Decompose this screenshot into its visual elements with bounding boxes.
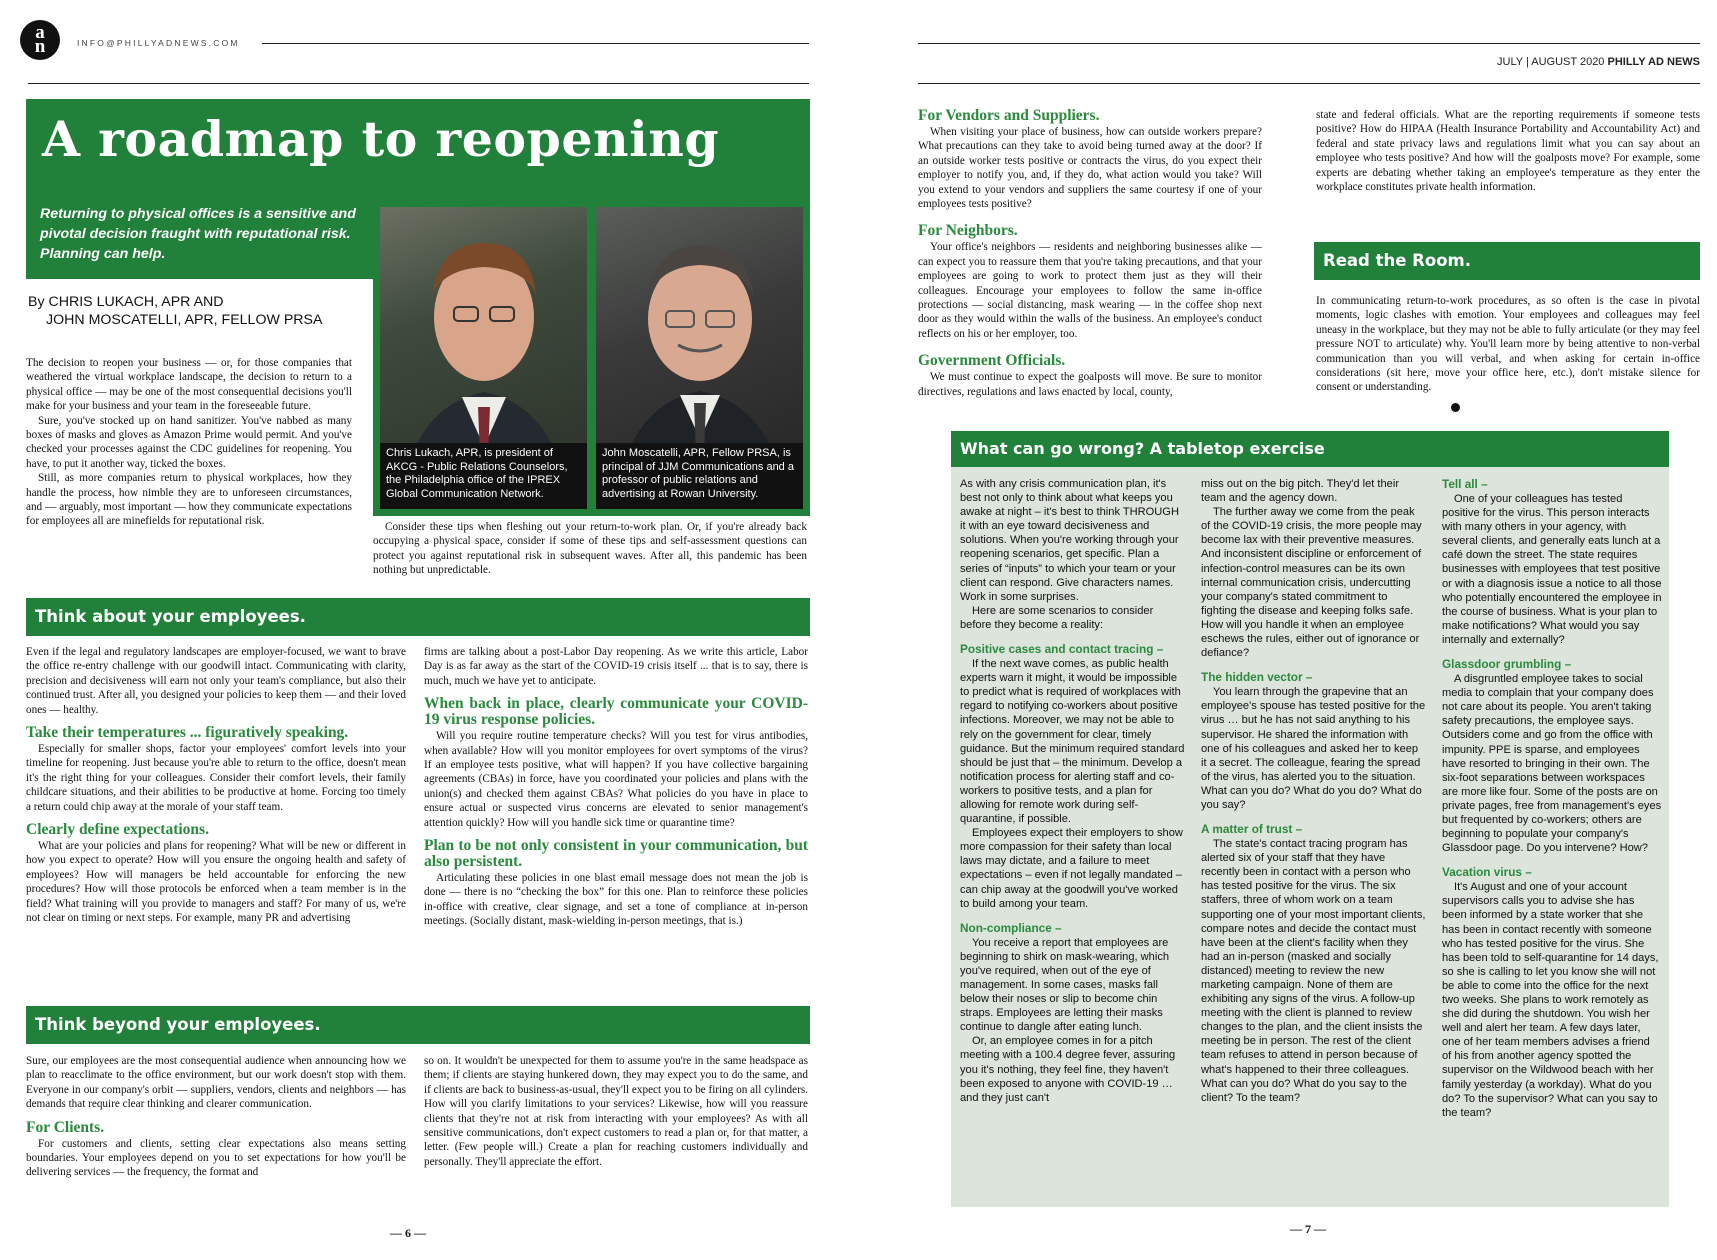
employees-column-right: [424, 645, 808, 929]
subhead-clients: For Clients.: [26, 1118, 105, 1136]
beyond-paragraph-1: Sure, our employees are the most consequential audience when announcing how we plan to reacclimate to the office environment, but our work doesn't stop with them. Everyone in our company's orbit — suppliers, vendors, clients and neighbors — has demands that require clear thinking and clearer communication.: [26, 1055, 406, 1111]
intro-paragraph-1: The decision to reopen your business — or, for those companies that weathered the virtual workplace landscape, the decision to return to a physical office — may be one of the most consequential decisions you'll make for your business and your team in the foreseeable future.: [26, 357, 352, 413]
end-mark-icon: [1451, 403, 1460, 412]
header-email: INFO@PHILLYADNEWS.COM: [77, 38, 240, 48]
header-rule-lower: [918, 83, 1700, 84]
sidebar-paragraph-12: A disgruntled employee takes to social media to complain that your company does not care about its people. You aren't taking safety precautions, the employee says. Outsiders come and go from the office with impunity. PPE is sparse, and employees have resorted to bringing in their own. The six-foot separations between workspaces are more like four. Some of the posts are on private pages, free from management's eyes but frequented by co-workers; others are beginning to populate your company's Glassdoor page. Do you intervene? How?: [1442, 673, 1662, 855]
logo-text: an: [34, 22, 46, 57]
sidebar-subhead-hidden-vector: The hidden vector –: [1201, 670, 1313, 685]
read-room-paragraph: In communicating return-to-work procedures, as so often is the case in pivotal moments, logic clashes with emotion. Your employees and colleagues may feel uneasy in the workplace, but they may not be able to fully articulate (or they may feel pressure NOT to articulate) why. You'll learn more by being attentive to non-verbal communication than you will verbal, and when asking for certain in-office considerations (sit here, move your office here, etc.), don't mistake silence for consent or understanding.: [1316, 295, 1700, 394]
intro-paragraph-2: Sure, you've stocked up on hand sanitizer. You've nabbed as many boxes of masks and gloves as Amazon Prime would permit. And you've checked your processes against the CDC guidelines for reopening. You have, to put it another way, ticked the boxes.: [26, 414, 352, 470]
issue-header: [1497, 56, 1700, 68]
intro-paragraph-4: Consider these tips when fleshing out your return-to-work plan. Or, if you're already back occupying a physical space, consider if some of these tips and self-assessment questions can protect you against reputational risk in subsequent waves. After all, this pandemic has been nothing but unpredictable.: [373, 521, 807, 577]
sidebar-paragraph-2: Here are some scenarios to consider before they become a reality:: [960, 604, 1154, 631]
stakeholders-column-left: [918, 108, 1262, 399]
subhead-government: Government Officials.: [918, 352, 1066, 370]
caption-lukach: Chris Lukach, APR, is president of AKCG - Public Relations Counselors, the Philadelphia office of the IPREX Global Communication Network.: [380, 443, 587, 509]
sidebar-paragraph-13: It's August and one of your account supervisors calls you to advise she has been informed by a state worker that she has been in contact recently with someone who has tested positive for the virus. She has been told to self-quarantine for 14 days, so she is calling to let you know she will not be able to come into the office for the next two weeks. She plans to work remotely as she did during the shutdown. You wish her well and alert her team. A few days later, one of her team members advises a friend of his from another agency spotted the supervisor on the Wildwood beach with her family yesterday (a workday). What do you do? To the supervisor? What can you say to the team?: [1442, 881, 1659, 1119]
subhead-response-policies: When back in place, clearly communicate your COVID-19 virus response policies.: [424, 695, 808, 729]
publication-logo: [20, 20, 60, 60]
employees-column-left: [26, 645, 406, 926]
beyond-column-right: [424, 1054, 808, 1169]
sidebar-column-3: [1442, 477, 1662, 1120]
section-band-read-room: Read the Room.: [1314, 242, 1700, 280]
intro-paragraph-3: Still, as more companies return to physical workplaces, how they handle the process, how nimble they are to unforeseen circumstances, and — arguably, most important — how they communicate expectations for employees all are minefields for reputational risk.: [26, 472, 352, 528]
sidebar-subhead-glassdoor: Glassdoor grumbling –: [1442, 657, 1572, 672]
beyond-paragraph-2: For customers and clients, setting clear expectations also means setting boundaries. Your employees depend on you to set expectations for how you'll be delivering services — the frequency, the format and: [26, 1137, 406, 1179]
caption-moscatelli: John Moscatelli, APR, Fellow PRSA, is principal of JJM Communications and a professor of public relations and advertising at Rowan University.: [596, 443, 803, 509]
sidebar-paragraph-11: One of your colleagues has tested positive for the virus. This person interacts with many others in your agency, with several clients, and generally eats lunch at a café down the street. The state requires businesses with employees that test positive or with a diagnosis issue a notice to all those who potentially encountered the employee in the course of business. What is your plan to make notifications? What would you say internally and externally?: [1442, 493, 1662, 646]
sidebar-subhead-tell-all: Tell all –: [1442, 477, 1488, 491]
right-page: [858, 0, 1717, 1260]
sidebar-paragraph-4: Employees expect their employers to show more compassion for their safety than local laws may dictate, and a failure to meet expectations – even if not legally mandated – can chip away at the goodwill you've worked to build among your team.: [960, 827, 1183, 910]
sidebar-paragraph-7: miss out on the big pitch. They'd let their team and the agency down.: [1201, 478, 1400, 505]
article-deck: Returning to physical offices is a sensitive and pivotal decision fraught with reputational risk. Planning can help.: [40, 206, 356, 262]
sidebar-paragraph-1: As with any crisis communication plan, it's best not only to think about what keeps you awake at night – it's best to think THROUGH it with an eye toward decisiveness and solutions. When you're working through your reopening scenarios, get specific. Plan a series of “inputs” to which your team or your client can respond. Give characters names. Work in some surprises.: [960, 478, 1179, 603]
sidebar-column-2: [1201, 477, 1426, 1105]
byline-line-1: By CHRIS LUKACH, APR AND: [28, 294, 224, 310]
beyond-paragraph-3: so on. It wouldn't be unexpected for them to assume you're in the same headspace as them; if clients are staying hunkered down, they may expect you to do the same, and if clients are back to business-as-usual, they'll expect you to be firing on all cylinders. How will you clarify limitations to your services? Likewise, how will you reassure clients that they're not at risk from interacting with your employees? As with all sensitive communications, don't expect customers to read a plan or, for that matter, a letter. (Few people will.) Create a plan for reaching customers individually and personally. They'll appreciate the effort.: [424, 1055, 808, 1168]
stakeholders-column-right: [1316, 108, 1700, 194]
neighbors-paragraph: Your office's neighbors — residents and neighboring businesses alike — can expect you to reassure them that you're taking precautions, and that your employees are going to work to protect them just as they will their colleagues. Encourage your employees to follow the same in-office protections — social distancing, mask wearing — in the coffee shop next door as they would within the walls of the business. An employee's conduct reflects on his or her employer, too.: [918, 241, 1262, 340]
sidebar-paragraph-6: Or, an employee comes in for a pitch meeting with a 100.4 degree fever, assuring you it's nothing, they feel fine, they haven't been exposed to anyone with COVID-19 … and they just can't: [960, 1035, 1176, 1104]
article-title: A roadmap to reopening: [42, 110, 720, 168]
page-folio-6: — 6 —: [390, 1226, 426, 1240]
issue-date: JULY | AUGUST 2020: [1497, 56, 1605, 68]
sidebar-paragraph-3: If the next wave comes, as public health experts warn it might, it would be impossible to predict what is required of workplaces with regard to notifying co-workers about positive infections. Moreover, we may not be able to rely on the government for clear, timely guidance. But the minimum required standard should be just that – the minimum. Develop a notification process for alerting staff and co-workers to positive tests, and a plan for allowing for remote work during self-quarantine, if possible.: [960, 658, 1185, 826]
sidebar-subhead-vacation: Vacation virus –: [1442, 865, 1532, 880]
subhead-vendors: For Vendors and Suppliers.: [918, 107, 1100, 124]
government-paragraph: We must continue to expect the goalposts will move. Be sure to monitor directives, regulations and laws enacted by local, county,: [918, 371, 1262, 398]
left-page: [0, 0, 858, 1260]
intro-paragraph-4-column: [373, 520, 807, 578]
issue-brand: PHILLY AD NEWS: [1607, 56, 1700, 68]
sidebar-paragraph-9: You learn through the grapevine that an employee's spouse has tested positive for the virus … but he has not said anything to his supervisor. He shared the information with one of his colleagues and asked her to keep it a secret. The colleague, fearing the spread of the virus, has alerted you to the situation. What can you do? What do you do? What do you say?: [1201, 686, 1426, 811]
sidebar-paragraph-8: The further away we come from the peak of the COVID-19 crisis, the more people may become lax with their preventive measures. And inconsistent discipline or enforcement of infection-control measures can be its own internal communication crisis, undercutting your company's stated commitment to fighting the disease and keeping folks safe. How will you handle it when an employee eschews the rules, either out of ignorance or defiance?: [1201, 506, 1422, 660]
employees-paragraph-2: Especially for smaller shops, factor your employees' comfort levels into your timeline for reopening. Just because you're able to return to the office, doesn't mean it's the right thing for your colleagues. Consider their comfort levels, their family childcare situations, and their abilities to be productive at home. Forcing too timely a return could chip away at the morale of your staff team.: [26, 743, 406, 813]
employees-paragraph-4: firms are talking about a post-Labor Day reopening. As we write this article, Labor Day is as far away as the start of the COVID-19 crisis itself ... that is to say, there is much, much we have yet to anticipate.: [424, 646, 808, 687]
employees-paragraph-6: Articulating these policies in one blast email message does not mean the job is done — there is no “checking the box” for this one. Plan to reinforce these policies in-office with creative, clear signage, and set a tone of compliance at in-person meetings. (Socially distant, mask-wielding in-person meetings, that is.): [424, 872, 808, 928]
sidebar-band: What can go wrong? A tabletop exercise: [951, 431, 1669, 467]
byline-line-2: JOHN MOSCATELLI, APR, FELLOW PRSA: [46, 312, 323, 328]
header-rule: [262, 43, 809, 44]
sidebar-subhead-contact-tracing: Positive cases and contact tracing –: [960, 642, 1164, 657]
sidebar-column-1: [960, 477, 1185, 1105]
employees-paragraph-1: Even if the legal and regulatory landscapes are employer-focused, we want to brave the office re-entry challenge with our goodwill intact. Communicating with clarity, precision and decisiveness will earn not only your team's compliance, but also their continued trust. After all, you designed your policies to keep them — and their loved ones — healthy.: [26, 646, 406, 716]
sidebar-subhead-trust: A matter of trust –: [1201, 822, 1303, 837]
subhead-temperatures: Take their temperatures ... figuratively speaking.: [26, 724, 349, 742]
beyond-column-left: [26, 1054, 406, 1180]
intro-column: [26, 356, 352, 529]
state-officials-paragraph: state and federal officials. What are the reporting requirements if someone tests positive? How do HIPAA (Health Insurance Portability and Accountability Act) and federal and state privacy laws and regulations limit what you can say about an employee who tests positive? And how will the goalposts move? For example, some experts are debating whether taking an employee's temperature as they enter the workplace constitutes private health information.: [1316, 109, 1700, 194]
employees-paragraph-3: What are your policies and plans for reopening? What will be new or different in how you expect to operate? How will you ensure the ongoing health and safety of employees? How will managers be held accountable for enforcing the new procedures? How will those protocols be enforced when a team member is in the field? What training will you provide to managers and staff? For many of us, we're not clear on timing or next steps. For example, many PR and advertising: [26, 840, 406, 925]
header-rule-lower: [28, 83, 809, 84]
vendors-paragraph: When visiting your place of business, how can outside workers prepare? What precautions can they take to avoid being turned away at the door? If an outside worker tests positive or contracts the virus, do you expect their employer to notify you, and, if they do, what action would you take? Will you extend to your vendors and suppliers the same courtesy if one of your employees tests positive?: [918, 126, 1262, 211]
sidebar-paragraph-5: You receive a report that employees are beginning to shirk on mask-wearing, which you've required, when out of the eye of management. In some cases, masks fall below their noses or slip to become chin straps. Employees are letting their masks continue to dangle after eating lunch.: [960, 936, 1170, 1034]
subhead-neighbors: For Neighbors.: [918, 222, 1018, 240]
sidebar-subhead-non-compliance: Non-compliance –: [960, 920, 1062, 935]
header-rule: [918, 43, 1700, 44]
byline: [28, 293, 322, 329]
page-folio-7: — 7 —: [1290, 1222, 1326, 1236]
subhead-expectations: Clearly define expectations.: [26, 821, 209, 839]
subhead-persistent: Plan to be not only consistent in your communication, but also persistent.: [424, 837, 808, 871]
employees-paragraph-5: Will you require routine temperature checks? Will you test for virus antibodies, when available? How will you monitor employees for overt symptoms of the virus? If an employee tests positive, what will happen? If you have collective bargaining agreements (CBAs) in force, have you coordinated your policies and plans with the union(s) and checked them against CBAs? What policies do you have in place to ensure actual or suspected virus concerns are elevated to senior management's attention quickly? How will you handle sick time or quarantine time?: [424, 730, 808, 829]
sidebar-paragraph-10: The state's contact tracing program has alerted six of your staff that they have recently been in contact with a person who has tested positive for the virus. The six staffers, three of whom work on a team supporting one of your most important clients, compare notes and decide the contact must have been at the client's facility when they had an in-person (masked and socially distanced) meeting to review the new marketing campaign. None of them are exhibiting any signs of the virus. A follow-up meeting with the client is planned to review changes to the plan, and the client insists the meeting be in person. The rest of the client team refuses to attend in person because of what's happened to their three colleagues. What can you do? What do you say to the client? To the team?: [1201, 838, 1426, 1104]
read-room-column: [1316, 294, 1700, 395]
section-band-employees: Think about your employees.: [26, 598, 810, 636]
section-band-beyond: Think beyond your employees.: [26, 1006, 810, 1044]
